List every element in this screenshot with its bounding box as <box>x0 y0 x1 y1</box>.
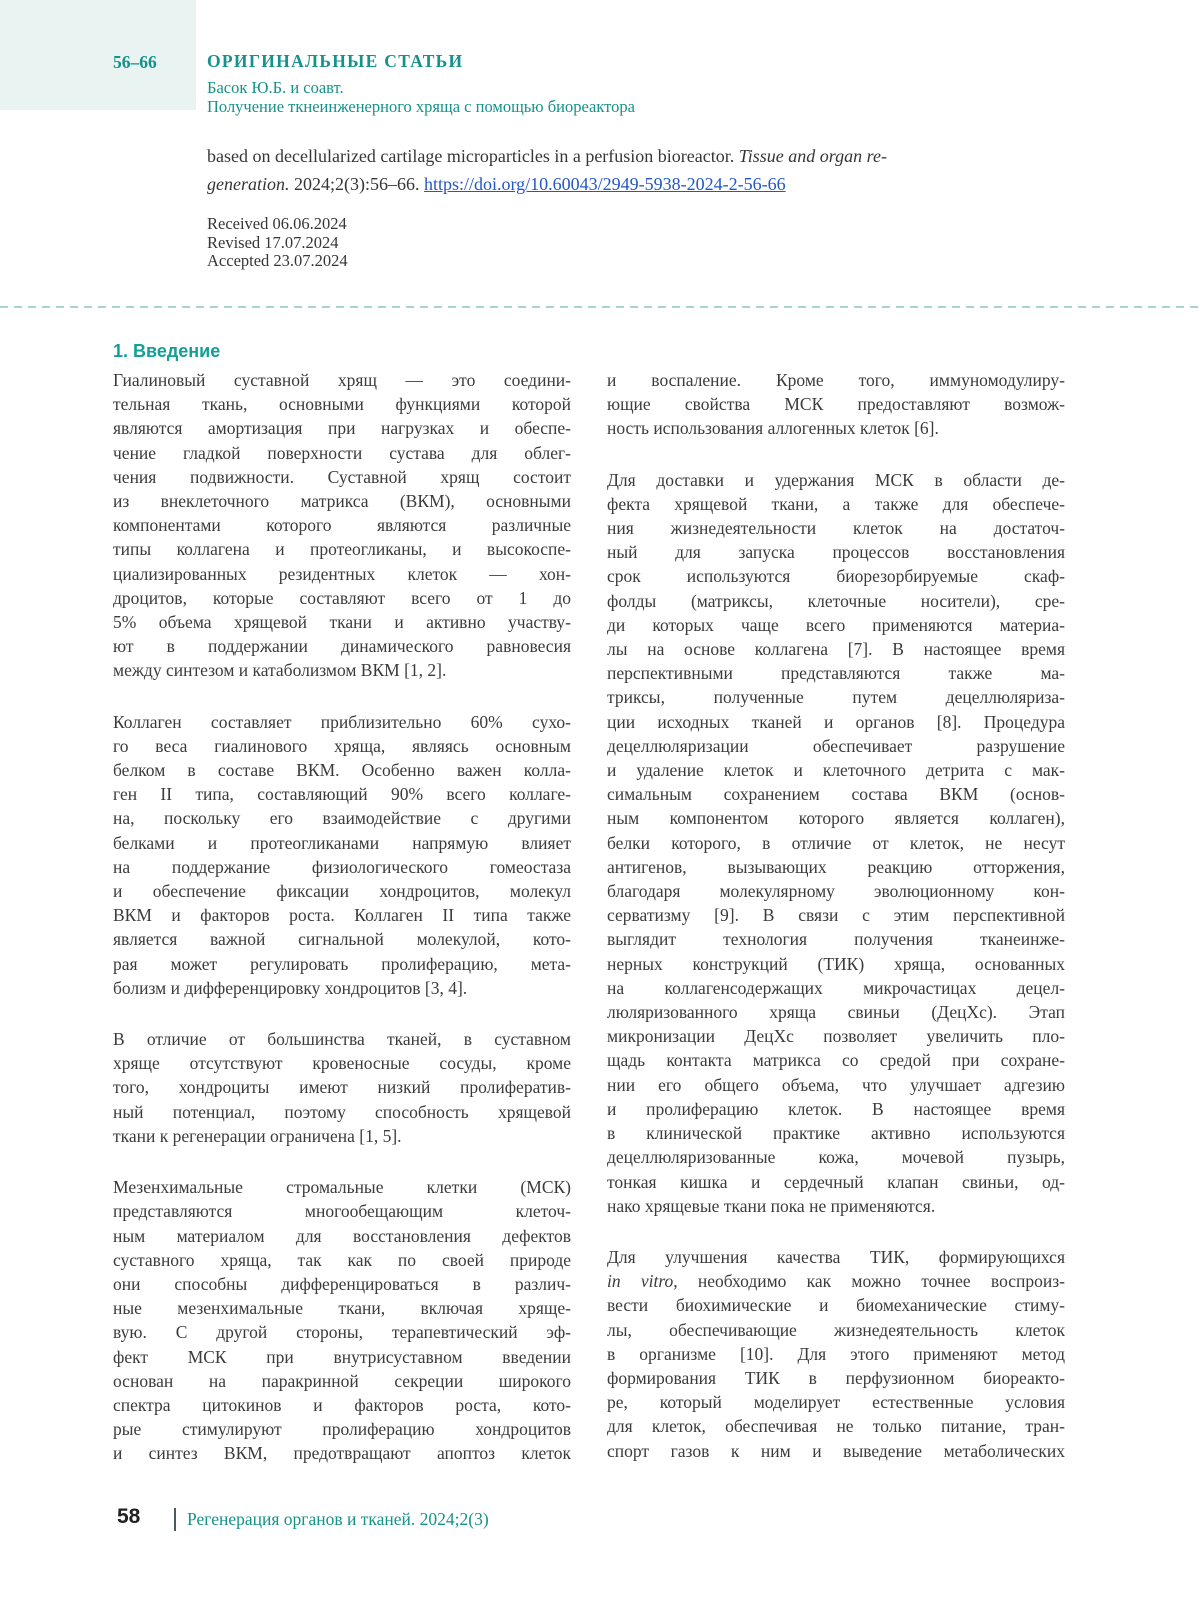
text-line: дроцитов, которые составляют всего от 1 до <box>113 587 571 608</box>
text-line: того, хондроциты имеют низкий пролифератив- <box>113 1077 571 1098</box>
paragraph <box>607 468 1065 1218</box>
header-page-range: 56–66 <box>113 52 157 72</box>
text-line: выглядит технология получения тканеинже- <box>607 929 1065 950</box>
footer-page-number: 58 <box>117 1505 141 1528</box>
text-line: фолды (матриксы, клеточные носители), сре- <box>607 590 1065 611</box>
text-line: типы коллагена и протеогликаны, и высокоспе- <box>113 539 571 560</box>
text-line: вести биохимические и биомеханические стиму- <box>607 1295 1065 1316</box>
text-line: Для улучшения качества ТИК, формирующихся <box>607 1246 1065 1267</box>
text-line: ный для запуска процессов восстановления <box>607 542 1065 563</box>
text-line: ген II типа, составляющий 90% всего коллаге- <box>113 784 571 805</box>
text-line: спорт газов к ним и выведение метаболических <box>607 1440 1065 1461</box>
text-line: суставного хряща, так как по своей природе <box>113 1249 571 1270</box>
text-line: рая может регулировать пролиферацию, мета- <box>113 953 571 974</box>
text-line: щадь контакта матрикса со средой при сохране- <box>607 1050 1065 1071</box>
header-article-title: Получение ткнеинженерного хряща с помощью биореактора <box>207 97 635 116</box>
doi-link[interactable]: https://doi.org/10.60043/2949-5938-2024-2-56-66 <box>424 174 786 194</box>
text-line: в клинической практике активно используются <box>607 1123 1065 1144</box>
text-line: и воспаление. Кроме того, иммуномодулиру- <box>607 370 1065 390</box>
text-line: Мезенхимальные стромальные клетки (МСК) <box>113 1177 571 1198</box>
text-line: на, поскольку его взаимодействие с другими <box>113 808 571 829</box>
text-line: белками и протеогликанами напрямую влияет <box>113 832 571 853</box>
citation-journal-name-cont: generation. <box>207 174 290 194</box>
text-line: лы на основе коллагена [7]. В настоящее время <box>607 639 1065 660</box>
text-line: 5% объема хрящевой ткани и активно участву- <box>113 612 571 633</box>
text-line: in vitro, необходимо как можно точнее воспроиз- <box>607 1271 1065 1292</box>
text-line: ным материалом для восстановления дефектов <box>113 1225 571 1246</box>
text-line: триксы, полученные путем децеллюляриза- <box>607 687 1065 708</box>
text-line: фекта хрящевой ткани, а также для обеспече- <box>607 493 1065 514</box>
footer-journal-title: Регенерация органов и тканей. 2024;2(3) <box>187 1509 489 1529</box>
text-line: ди которых чаще всего применяются материа- <box>607 614 1065 635</box>
text-line: на коллагенсодержащих микрочастицах децел- <box>607 977 1065 998</box>
text-line: они способны дифференцироваться в различ- <box>113 1273 571 1294</box>
text-line: ции исходных тканей и органов [8]. Процедура <box>607 711 1065 732</box>
text-line: благодаря молекулярному эволюционному кон- <box>607 881 1065 902</box>
text-line: нако хрящевые ткани пока не применяются. <box>607 1195 936 1216</box>
text-line: и пролиферацию клеток. В настоящее время <box>607 1098 1065 1119</box>
paragraph <box>113 368 571 683</box>
text-line: белком в составе ВКМ. Особенно важен колла- <box>113 760 571 781</box>
text-line: ния жизнедеятельности клеток на достаточ- <box>607 518 1065 539</box>
text-line: Гиалиновый суставной хрящ — это соедини- <box>113 370 571 390</box>
article-dates <box>207 215 348 271</box>
text-line: ют в поддержании динамического равновесия <box>113 636 571 657</box>
text-line: децеллюляризации обеспечивает разрушение <box>607 735 1065 756</box>
text-line: перспективными представляются также ма- <box>607 663 1065 684</box>
text-line: ным компонентом которого является коллаген), <box>607 808 1065 829</box>
text-line: срок используются биорезорбируемые скаф- <box>607 566 1065 587</box>
text-line: представляются многообещающим клеточ- <box>113 1201 571 1222</box>
text-line: и синтез ВКМ, предотвращают апоптоз клеток <box>113 1443 571 1464</box>
article-body <box>113 338 1065 1466</box>
text-line: люляризованного хряща свиньи (ДецХс). Этап <box>607 1002 1065 1023</box>
text-line: спектра цитокинов и факторов роста, кото- <box>113 1394 571 1415</box>
paragraph <box>113 710 571 1000</box>
text-line: децеллюляризованные кожа, мочевой пузырь, <box>607 1147 1065 1168</box>
text-line: тельная ткань, основными функциями которой <box>113 394 571 415</box>
text-line: циализированных резидентных клеток — хон- <box>113 563 571 584</box>
paragraph <box>113 1027 571 1148</box>
text-line: лы, обеспечивающие жизнедеятельность клеток <box>607 1319 1065 1340</box>
text-line: для клеток, обеспечивая не только питание, тран- <box>607 1416 1065 1437</box>
text-line: Коллаген составляет приблизительно 60% сухо- <box>113 711 571 732</box>
text-line: чения подвижности. Суставной хрящ состоит <box>113 466 571 487</box>
citation-volume: 2024;2(3):56–66. <box>289 174 424 194</box>
text-line: ющие свойства МСК предоставляют возмож- <box>607 394 1065 415</box>
left-column <box>113 338 571 1466</box>
text-line: антигенов, вызывающих реакцию отторжения, <box>607 856 1065 877</box>
header-authors: Басок Ю.Б. и соавт. <box>207 78 344 97</box>
text-line: нии его общего объема, что улучшает адгезию <box>607 1074 1065 1095</box>
text-line: чение гладкой поверхности сустава для облег- <box>113 442 571 463</box>
text-line: основан на паракринной секреции широкого <box>113 1370 571 1391</box>
text-line: между синтезом и катаболизмом ВКМ [1, 2]. <box>113 660 447 681</box>
corner-accent-panel <box>0 0 196 110</box>
header-section-label: ОРИГИНАЛЬНЫЕ СТАТЬИ <box>207 51 464 71</box>
text-line: на поддержание физиологического гомеостаза <box>113 856 571 877</box>
dashed-divider <box>0 306 1200 308</box>
right-column <box>607 338 1065 1466</box>
intro-section-heading: 1. Введение <box>113 341 221 361</box>
citation-text: based on decellularized cartilage microparticles in a perfusion bioreactor. <box>207 146 739 166</box>
text-line: в организме [10]. Для этого применяют метод <box>607 1343 1065 1364</box>
text-line: ный потенциал, поэтому способность хрящевой <box>113 1101 571 1122</box>
revised-date: Revised 17.07.2024 <box>207 232 339 252</box>
text-line: из внеклеточного матрикса (ВКМ), основными <box>113 491 571 512</box>
paragraph <box>607 1245 1065 1463</box>
citation-block <box>207 142 987 198</box>
text-line: ре, который моделирует естественные условия <box>607 1392 1065 1413</box>
footer-separator <box>174 1508 176 1531</box>
text-line: фект МСК при внутрисуставном введении <box>113 1346 571 1367</box>
text-line: и удаление клеток и клеточного детрита с мак- <box>607 760 1065 781</box>
citation-line-1 <box>207 142 987 170</box>
text-line: серватизму [9]. В связи с этим перспективной <box>607 905 1065 926</box>
citation-line-2 <box>207 170 987 198</box>
text-line: компонентами которого являются различные <box>113 515 571 536</box>
text-line: болизм и дифференцировку хондроцитов [3, 4]. <box>113 977 468 998</box>
text-line: тонкая кишка и сердечный клапан свиньи, од- <box>607 1171 1065 1192</box>
text-line: ные мезенхимальные ткани, включая хряще- <box>113 1298 571 1319</box>
text-line: вую. С другой стороны, терапевтический эф- <box>113 1322 571 1343</box>
text-line: микронизации ДецХс позволяет увеличить пло- <box>607 1026 1065 1047</box>
citation-journal-name: Tissue and organ re- <box>738 146 887 166</box>
text-line: является важной сигнальной молекулой, кото- <box>113 929 571 950</box>
paragraph <box>607 368 1065 441</box>
text-line: ткани к регенерации ограничена [1, 5]. <box>113 1125 402 1146</box>
text-line: ВКМ и факторов роста. Коллаген II типа также <box>113 905 571 926</box>
paragraph <box>113 1175 571 1465</box>
text-line: ность использования аллогенных клеток [6]. <box>607 418 939 439</box>
text-line: В отличие от большинства тканей, в суставном <box>113 1029 571 1050</box>
accepted-date: Accepted 23.07.2024 <box>207 251 348 271</box>
received-date: Received 06.06.2024 <box>207 214 347 233</box>
text-line: и обеспечение фиксации хондроцитов, молекул <box>113 881 571 902</box>
text-line: формирования ТИК в перфузионном биореакто- <box>607 1367 1065 1388</box>
text-line: нерных конструкций (ТИК) хряща, основанных <box>607 953 1065 974</box>
text-line: рые стимулируют пролиферацию хондроцитов <box>113 1419 571 1440</box>
text-line: симальным сохранением состава ВКМ (основ- <box>607 784 1065 805</box>
text-line: Для доставки и удержания МСК в области де- <box>607 469 1065 490</box>
text-line: белки которого, в отличие от клеток, не несут <box>607 832 1065 853</box>
text-line: хряще отсутствуют кровеносные сосуды, кроме <box>113 1053 571 1074</box>
text-line: го веса гиалинового хряща, являясь основным <box>113 735 571 756</box>
text-line: являются амортизация при нагрузках и обеспе- <box>113 418 571 439</box>
